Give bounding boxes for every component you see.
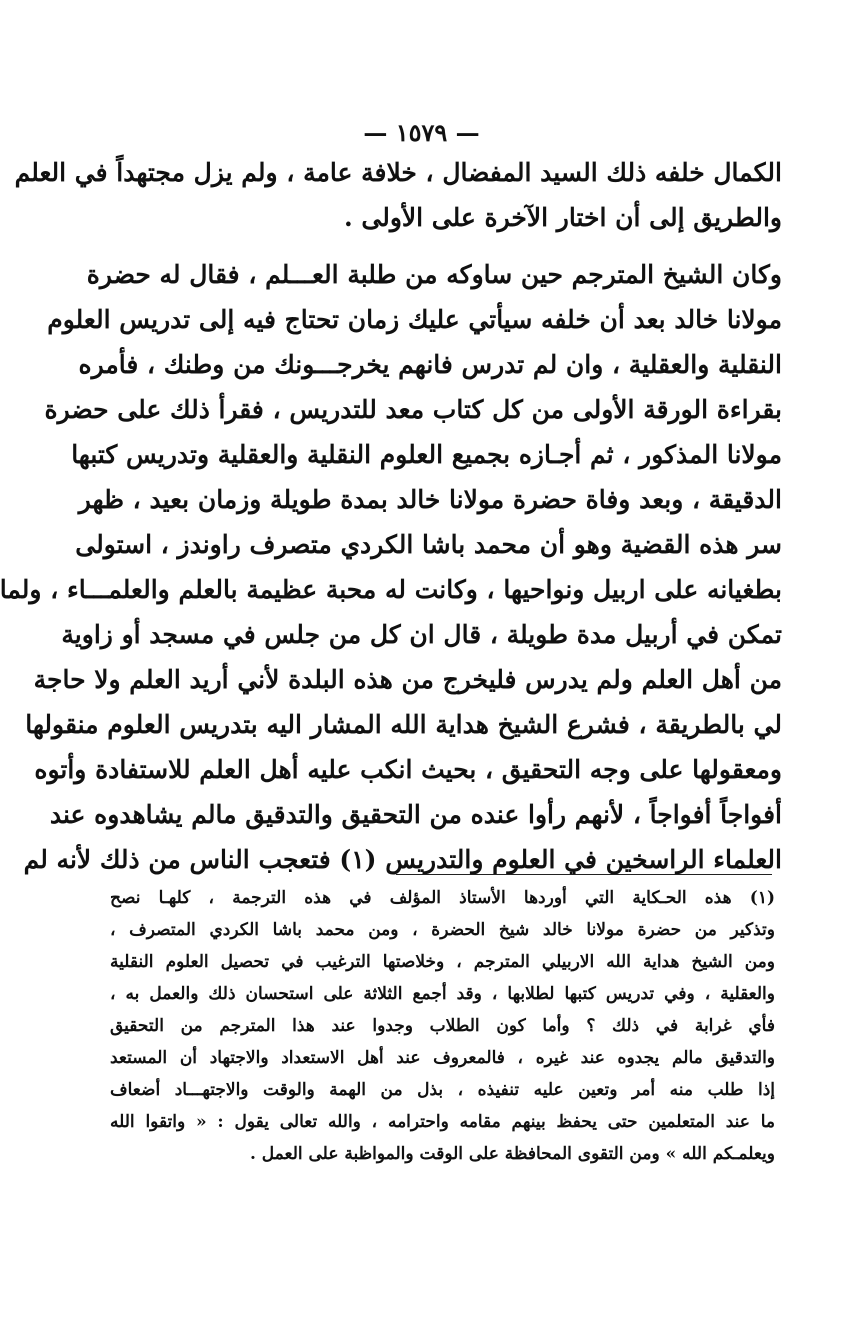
main-text [0,150,782,882]
text-line: بطغيانه على اربيل ونواحيها ، وكانت له محبة عظيمة بالعلم والعلمـــاء ، ولما [0,575,782,604]
paragraph-break [106,240,782,252]
text-line: العلماء الراسخين في العلوم والتدريس (١) فتعجب الناس من ذلك لأنه لم [23,845,782,874]
footnote-line: ما عند المتعلمين حتى يحفظ بينهم مقامه واحترامه ، والله تعالى يقول : « واتقوا الله [110,1112,775,1132]
text-line: والطريق إلى أن اختار الآخرة على الأولى . [343,203,782,232]
text-line: أفواجاً أفواجاً ، لأنهم رأوا عنده من التحقيق والتدقيق مالم يشاهدوه عند [49,800,782,829]
page-number: — ١٥٧٩ — [363,118,480,147]
footnote-line: فأي غرابة في ذلك ؟ وأما كون الطلاب وجدوا عند هذا المترجم من التحقيق [110,1016,775,1036]
footnote-line: إذا طلب منه أمر وتعين عليه تنفيذه ، بذل من الهمة والوقت والاجتهـــاد أضعاف [110,1080,775,1100]
text-line: لي بالطريقة ، فشرع الشيخ هداية الله المشار اليه بتدريس العلوم منقولها [25,710,782,739]
footnote-line: ومن الشيخ هداية الله الاربيلي المترجم ، وخلاصتها الترغيب في تحصيل العلوم النقلية [110,952,775,972]
text-line: من أهل العلم ولم يدرس فليخرج من هذه البلدة لأني أريد العلم ولا حاجة [33,665,782,694]
text-line: النقلية والعقلية ، وان لم تدرس فانهم يخرجـــونك من وطنك ، فأمره [78,350,782,379]
footnote-divider [396,874,772,875]
footnote-text [110,882,775,1170]
text-line: الدقيقة ، وبعد وفاة حضرة مولانا خالد بمدة طويلة وزمان بعيد ، ظهر [78,485,782,514]
text-line: ومعقولها على وجه التحقيق ، بحيث انكب عليه أهل العلم للاستفادة وأتوه [34,755,782,784]
footnote-line: (١) هذه الحـكاية التي أوردها الأستاذ المؤلف في هذه الترجمة ، كلهـا نصح [110,888,775,908]
footnote-line: وتذكير من حضرة مولانا خالد شيخ الحضرة ، ومن محمد باشا الكردي المتصرف ، [110,920,775,940]
text-line: الكمال خلفه ذلك السيد المفضال ، خلافة عامة ، ولم يزل مجتهداً في العلم [14,158,782,187]
footnote-line: والعقلية ، وفي تدريس كتبها لطلابها ، وقد أجمع الثلاثة على استحسان ذلك والعمل به ، [110,984,775,1004]
text-line: سر هذه القضية وهو أن محمد باشا الكردي متصرف راوندز ، استولى [75,530,782,559]
footnote-line: ويعلمـكم الله » ومن التقوى المحافظة على الوقت والمواظبة على العمل . [249,1144,775,1164]
footnote-line: والتدقيق مالم يجدوه عند غيره ، فالمعروف عند أهل الاستعداد والاجتهاد أن المستعد [110,1048,775,1068]
text-line: وكان الشيخ المترجم حين ساوكه من طلبة العـــلم ، فقال له حضرة [86,260,782,289]
text-line: مولانا خالد بعد أن خلفه سيأتي عليك زمان تحتاج فيه إلى تدريس العلوم [47,305,782,334]
text-line: مولانا المذكور ، ثم أجـازه بجميع العلوم النقلية والعقلية وتدريس كتبها [71,440,782,469]
text-line: بقراءة الورقة الأولى من كل كتاب معد للتدريس ، فقرأ ذلك على حضرة [44,395,782,424]
text-line: تمكن في أربيل مدة طويلة ، قال ان كل من جلس في مسجد أو زاوية [61,620,782,649]
